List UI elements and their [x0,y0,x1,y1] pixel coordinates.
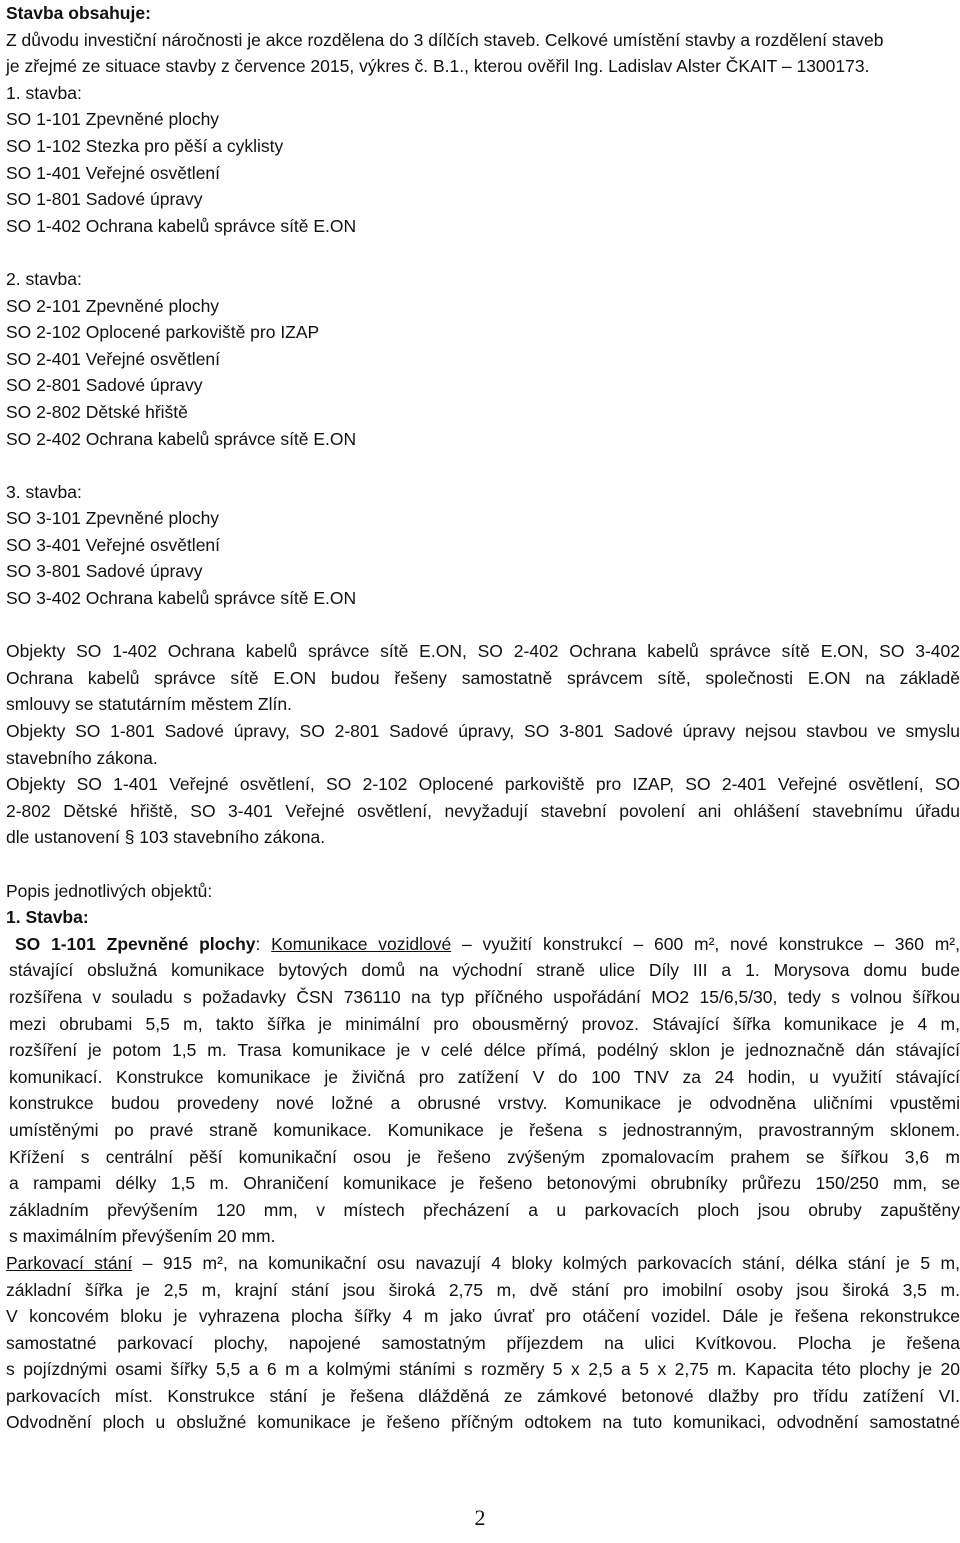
paragraph-line: komunikací. Konstrukce komunikace je živičná pro zatížení V do 100 TNV za 24 hodin, u využití stávající [9,1066,960,1087]
paragraph-line: s maximálním převýšením 20 mm. [9,1226,276,1247]
page-number: 2 [474,1505,486,1530]
stavba2-item: SO 2-801 Sadové úpravy [6,375,203,396]
paragraph-line: Křížení s centrální pěší komunikační osou je řešeno zvýšeným zpomalovacím prahem se šířkou 3,6 m [9,1146,960,1167]
paragraph-line: konstrukce budou provedeny nové ložné a obrusné vrstvy. Komunikace je odvodněna uličními vpustěmi [9,1093,960,1114]
intro-line-2: je zřejmé ze situace stavby z července 2015, výkres č. B.1., kterou ověřil Ing. Ladislav Alster ČKAIT – 1300173. [6,56,870,77]
stavba3-item: SO 3-402 Ochrana kabelů správce sítě E.ON [6,588,357,609]
paragraph-line [9,931,960,958]
paragraph-line: stávající obslužná komunikace bytových domů na východní straně ulice Díly III a 1. Morysova domu bude [9,960,960,981]
paragraph-line: a rampami délky 1,5 m. Ohraničení komunikace je řešeno betonovými obrubníky průřezu 150/250 mm, se [9,1173,960,1194]
document-page [6,0,960,1436]
popis-heading: Popis jednotlivých objektů: [6,880,213,901]
stavba-heading: 1. Stavba: [6,907,89,928]
stavba3-title: 3. stavba: [6,481,82,502]
paragraph-line: parkovacích míst. Konstrukce stání je řešena dlážděná ze zámkové betonové dlažby pro třídu zatížení VI. [6,1385,960,1406]
section-heading: Stavba obsahuje: [6,3,151,23]
paragraph-line: rozšíření je potom 1,5 m. Trasa komunikace je v celé délce přímá, podélný sklon je jednoznačně dán stávající [9,1040,960,1061]
paragraph-line: samostatné parkovací plochy, napojené samostatným příjezdem na ulici Kvítkovou. Plocha je řešena [6,1332,960,1353]
spacer [6,239,960,266]
parkovaci-stani: Parkovací stání [6,1252,133,1273]
stavba2-item: SO 2-102 Oplocené parkoviště pro IZAP [6,322,320,343]
stavba1-item: SO 1-401 Veřejné osvětlení [6,162,221,183]
so1101-label: SO 1-101 Zpevněné plochy [15,933,256,954]
stavba2-item: SO 2-802 Dětské hřiště [6,401,188,422]
paragraph-line: základní šířka je 2,5 m, krajní stání jsou široká 2,75 m, dvě stání pro imobilní osoby jsou široká 3,5 m. [6,1279,960,1300]
spacer [6,851,960,878]
paragraph-line: základním převýšením 120 mm, v místech přecházení a u parkovacích ploch jsou obruby zapuštěny [9,1199,960,1220]
stavba2-block [6,266,960,452]
so1101-first-rest: – využití konstrukcí – 600 m², nové konstrukce – 360 m², [451,933,960,954]
paragraph-line: umístěnými po pravé straně komunikace. Komunikace je řešena s jednostranným, pravostranným sklonem. [9,1119,960,1140]
label-separator: : [255,933,272,954]
intro-line-1: Z důvodu investiční náročnosti je akce rozdělena do 3 dílčích staveb. Celkové umístění stavby a rozdělení staveb [6,29,884,50]
stavba1-title: 1. stavba: [6,82,82,103]
parkovaci-paragraph [6,1250,960,1436]
stavba2-item: SO 2-101 Zpevněné plochy [6,295,220,316]
so1101-paragraph [6,931,960,1250]
komunikace-vozidlove: Komunikace vozidlové [271,933,452,954]
stavba3-item: SO 3-801 Sadové úpravy [6,561,203,582]
parkovaci-first-rest: – 915 m², na komunikační osu navazují 4 bloky kolmých parkovacích stání, délka stání je 5 m, [132,1252,960,1273]
stavba3-item: SO 3-101 Zpevněné plochy [6,508,220,529]
spacer [6,612,960,639]
paragraph-line: V koncovém bloku je vyhrazena plocha šířky 4 m jako úvrať pro otáčení vozidel. Dále je řešena rekonstrukce [6,1306,960,1327]
stavba1-item: SO 1-102 Stezka pro pěší a cyklisty [6,135,284,156]
stavba2-item: SO 2-401 Veřejné osvětlení [6,348,221,369]
paragraph-line: Objekty SO 1-402 Ochrana kabelů správce sítě E.ON, SO 2-402 Ochrana kabelů správce sítě E.ON, SO 3-402 [6,641,960,662]
stavba1-item: SO 1-801 Sadové úpravy [6,189,203,210]
stavba3-block [6,479,960,612]
paragraph-line: smlouvy se statutárním městem Zlín. [6,694,292,715]
paragraph-line: dle ustanovení § 103 stavebního zákona. [6,827,326,848]
objekty-paragraph-2 [6,718,960,771]
paragraph-line: s pojízdnými osami šířky 5,5 a 6 m a kolmými stáními s rozměry 5 x 2,5 a 5 x 2,75 m. Kapacita této plochy je 20 [6,1359,960,1380]
paragraph-line: rozšířena v souladu s požadavky ČSN 736110 na typ příčného uspořádání MO2 15/6,5/30, tedy s volnou šířkou [9,986,960,1007]
stavba1-block [6,80,960,240]
paragraph-line: stavebního zákona. [6,747,158,768]
paragraph-line [6,1250,960,1277]
paragraph-line: Objekty SO 1-801 Sadové úpravy, SO 2-801 Sadové úpravy, SO 3-801 Sadové úpravy nejsou stavbou ve smyslu [6,721,960,742]
spacer [6,452,960,479]
stavba3-item: SO 3-401 Veřejné osvětlení [6,534,221,555]
paragraph-line: mezi obrubami 5,5 m, takto šířka je minimální pro obousměrný provoz. Stávající šířka komunikace je 4 m, [9,1013,960,1034]
stavba1-item: SO 1-101 Zpevněné plochy [6,109,220,130]
paragraph-line: 2-802 Dětské hřiště, SO 3-401 Veřejné osvětlení, nevyžadují stavební povolení ani ohlášení stavebnímu úřadu [6,800,960,821]
stavba2-item: SO 2-402 Ochrana kabelů správce sítě E.ON [6,428,357,449]
paragraph-line: Odvodnění ploch u obslužné komunikace je řešeno příčným odtokem na tuto komunikaci, odvodnění samostatné [6,1412,960,1433]
objekty-paragraph-3 [6,771,960,851]
stavba2-title: 2. stavba: [6,268,82,289]
stavba1-item: SO 1-402 Ochrana kabelů správce sítě E.ON [6,215,357,236]
paragraph-line: Objekty SO 1-401 Veřejné osvětlení, SO 2-102 Oplocené parkoviště pro IZAP, SO 2-401 Veřejné osvětlení, SO [6,774,960,795]
paragraph-line: Ochrana kabelů správce sítě E.ON budou řešeny samostatně správcem sítě, společnosti E.ON na základě [6,667,960,688]
objekty-paragraph-1 [6,638,960,718]
